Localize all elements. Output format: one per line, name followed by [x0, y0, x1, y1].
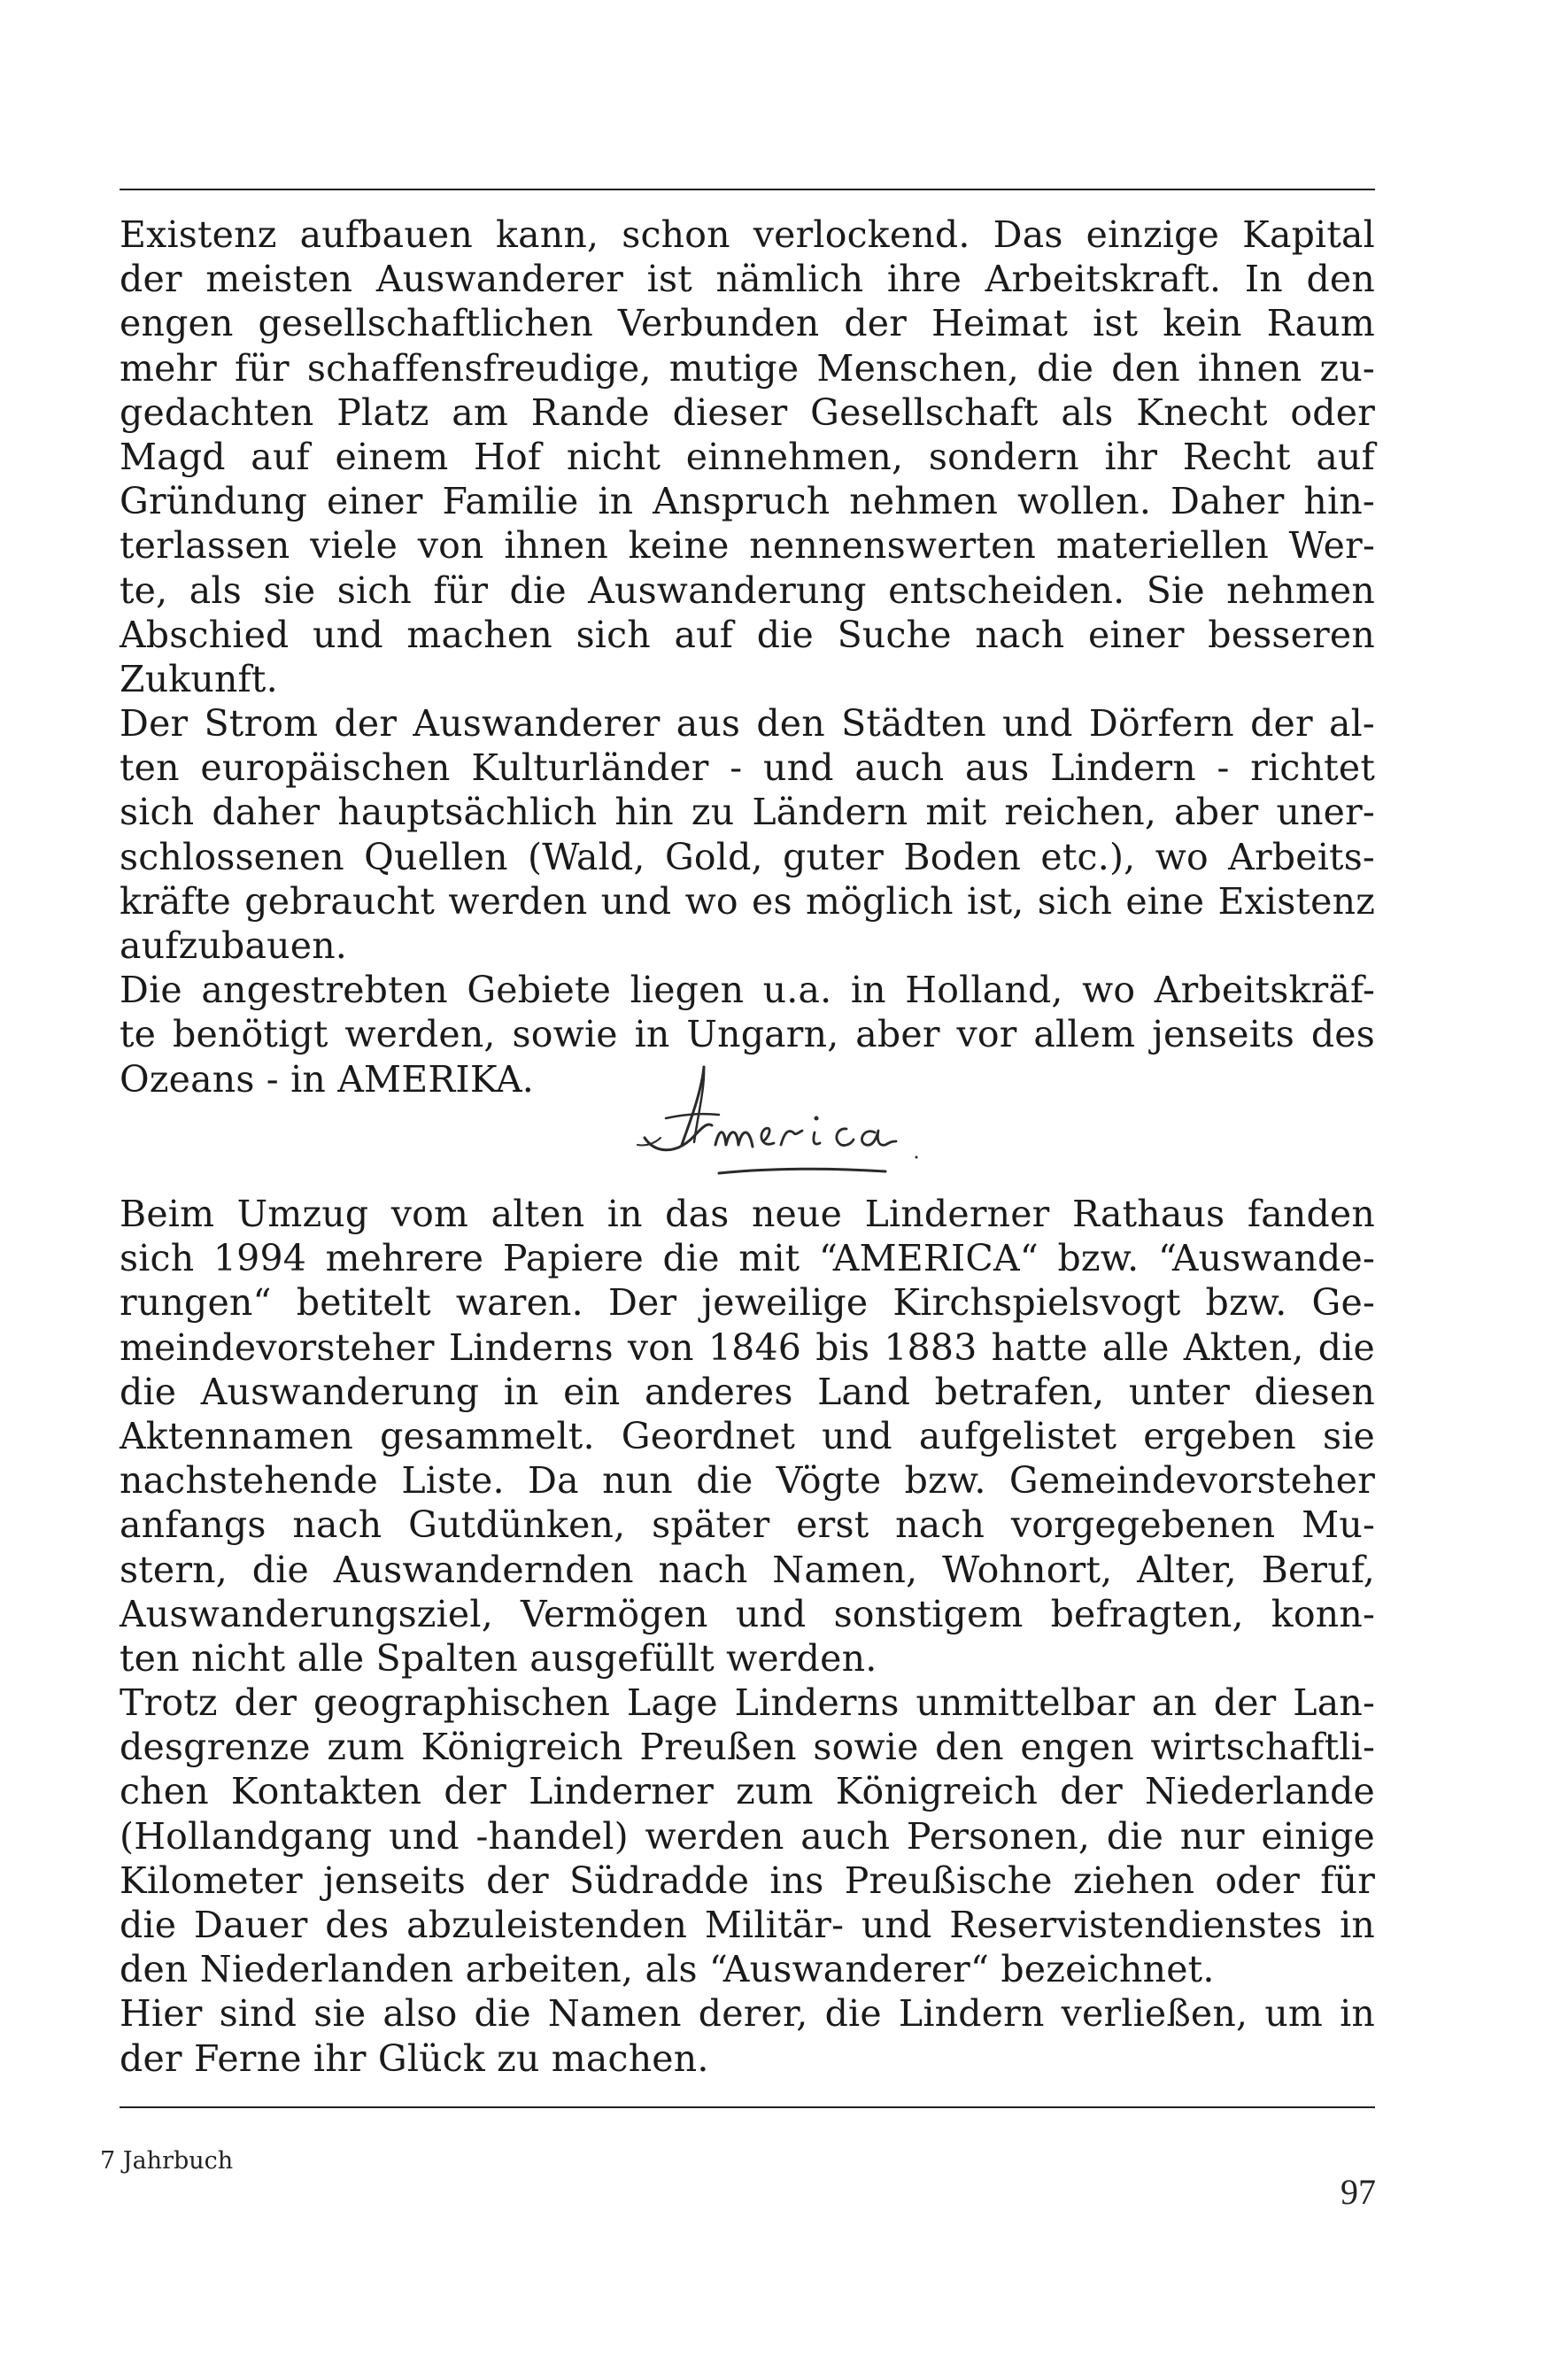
text-line: aufzubauen. — [120, 924, 348, 967]
text-line: die Dauer des abzuleistenden Militär- und Reservistendienstes in — [120, 1904, 1375, 1946]
text-line: Hier sind sie also die Namen derer, die Lindern verließen, um in — [120, 1992, 1375, 2036]
text-line: engen gesellschaftlichen Verbunden der Heimat ist kein Raum — [120, 302, 1375, 345]
text-line: mehr für schaffensfreudige, mutige Menschen, die den ihnen zu- — [120, 346, 1375, 390]
handwriting-svg — [620, 1040, 1045, 1191]
text-line: ten nicht alle Spalten ausgefüllt werden. — [120, 1636, 877, 1680]
text-line: desgrenze zum Königreich Preußen sowie den engen wirtschaftli- — [120, 1726, 1375, 1769]
text-line: Trotz der geographischen Lage Linderns unmittelbar an der Lan- — [120, 1681, 1375, 1725]
text-line: stern, die Auswandernden nach Namen, Wohnort, Alter, Beruf, — [120, 1548, 1375, 1591]
text-line: Ozeans - in AMERIKA. — [120, 1057, 535, 1101]
text-line: sich daher hauptsächlich hin zu Ländern mit reichen, aber uner- — [120, 791, 1375, 834]
text-line: Beim Umzug vom alten in das neue Linderner Rathaus fanden — [120, 1193, 1375, 1235]
text-line: Auswanderungsziel, Vermögen und sonstigem befragten, konn- — [120, 1592, 1375, 1635]
text-line: nachstehende Liste. Da nun die Vögte bzw. Gemeindevorsteher — [120, 1459, 1375, 1503]
text-line: (Hollandgang und -handel) werden auch Personen, die nur einige — [120, 1814, 1375, 1858]
text-line: te benötigt werden, sowie in Ungarn, aber vor allem jenseits des — [120, 1013, 1375, 1056]
text-line: terlassen viele von ihnen keine nennenswerten materiellen Wer- — [120, 524, 1375, 568]
text-line: der meisten Auswanderer ist nämlich ihre Arbeitskraft. In den — [120, 258, 1375, 301]
body-text-lower — [120, 1192, 1375, 2081]
signature-mark: 7 Jahrbuch — [100, 2147, 234, 2175]
top-rule — [120, 189, 1375, 190]
text-line: chen Kontakten der Linderner zum Königreich der Niederlande — [120, 1770, 1375, 1813]
text-line: ten europäischen Kulturländer - und auch aus Lindern - richtet — [120, 746, 1375, 790]
text-line: Magd auf einem Hof nicht einnehmen, sondern ihr Recht auf — [120, 435, 1375, 478]
page-number: 97 — [1341, 2172, 1376, 2212]
text-line: Abschied und machen sich auf die Suche nach einer besseren — [120, 613, 1375, 656]
handwritten-america-image — [620, 1040, 1045, 1191]
text-line: Kilometer jenseits der Südradde ins Preußische ziehen oder für — [120, 1858, 1375, 1902]
text-line: Aktennamen gesammelt. Geordnet und aufgelistet ergeben sie — [120, 1414, 1375, 1457]
bottom-rule — [120, 2106, 1375, 2108]
text-line: meindevorsteher Linderns von 1846 bis 1883 hatte alle Akten, die — [120, 1325, 1375, 1369]
text-line: der Ferne ihr Glück zu machen. — [120, 2036, 709, 2080]
text-line: kräfte gebraucht werden und wo es möglich ist, sich eine Existenz — [120, 879, 1375, 923]
text-line: die Auswanderung in ein anderes Land betrafen, unter diesen — [120, 1370, 1375, 1413]
text-line: Der Strom der Auswanderer aus den Städten und Dörfern der al- — [120, 702, 1375, 746]
text-line: sich 1994 mehrere Papiere die mit “AMERICA“ bzw. “Auswande- — [120, 1237, 1375, 1280]
text-line: gedachten Platz am Rande dieser Gesellschaft als Knecht oder — [120, 390, 1375, 434]
text-line: te, als sie sich für die Auswanderung entscheiden. Sie nehmen — [120, 568, 1375, 612]
text-line: rungen“ betitelt waren. Der jeweilige Kirchspielsvogt bzw. Ge- — [120, 1281, 1375, 1325]
text-line: Die angestrebten Gebiete liegen u.a. in Holland, wo Arbeitskräf- — [120, 969, 1375, 1012]
text-line: schlossenen Quellen (Wald, Gold, guter Boden etc.), wo Arbeits- — [120, 835, 1375, 878]
text-line: Existenz aufbauen kann, schon verlockend. Das einzige Kapital — [120, 213, 1375, 256]
text-line: anfangs nach Gutdünken, später erst nach vorgegebenen Mu- — [120, 1503, 1375, 1547]
text-line: Gründung einer Familie in Anspruch nehmen wollen. Daher hin- — [120, 480, 1375, 523]
body-text-upper — [120, 212, 1375, 1101]
text-line: den Niederlanden arbeiten, als “Auswanderer“ bezeichnet. — [120, 1948, 1215, 1991]
text-line: Zukunft. — [120, 657, 278, 700]
